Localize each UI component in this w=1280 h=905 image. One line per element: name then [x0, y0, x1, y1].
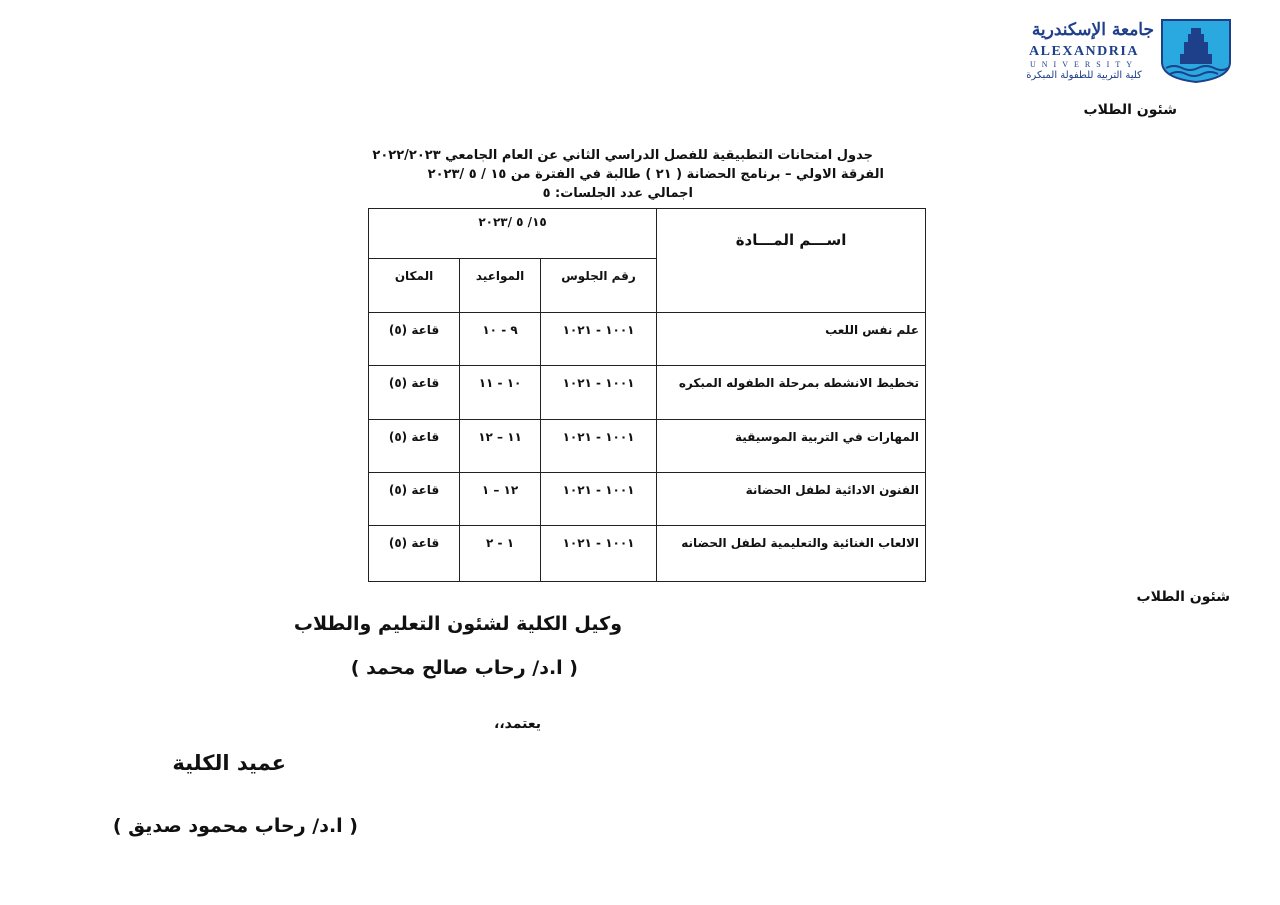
- time-cell: ١١ – ١٢: [460, 420, 541, 473]
- subject-cell: علم نفس اللعب: [657, 313, 926, 366]
- seat-cell: ١٠٠١ - ١٠٢١: [541, 366, 657, 420]
- logo-english-subtext: UNIVERSITY: [1030, 60, 1138, 69]
- logo-faculty-text: كلية التربية للطفولة المبكرة: [1026, 70, 1142, 81]
- table-header-row-top: [369, 209, 926, 259]
- time-cell: ١ - ٢: [460, 526, 541, 582]
- schedule-title-line1: جدول امتحانات التطبيقية للفصل الدراسي الثاني عن العام الجامعي ٢٠٢٢/٢٠٢٣: [372, 148, 873, 163]
- seat-cell: ١٠٠١ - ١٠٢١: [541, 526, 657, 582]
- logo-arabic-text: جامعة الإسكندرية: [1031, 20, 1154, 40]
- subject-cell: الفنون الادائية لطفل الحضانة: [657, 473, 926, 526]
- vice-dean-name: ( ا.د/ رحاب صالح محمد ): [350, 657, 578, 679]
- department-label-top: شئون الطلاب: [1083, 102, 1177, 118]
- university-logo: [1018, 18, 1232, 88]
- dean-name: ( ا.د/ رحاب محمود صديق ): [112, 815, 358, 837]
- seat-cell: ١٠٠١ - ١٠٢١: [541, 473, 657, 526]
- time-column-header: المواعيد: [460, 259, 541, 313]
- table-row: [369, 526, 926, 582]
- table-row: [369, 313, 926, 366]
- seat-cell: ١٠٠١ - ١٠٢١: [541, 313, 657, 366]
- subject-cell: تخطيط الانشطه بمرحلة الطفوله المبكره: [657, 366, 926, 420]
- approval-label: يعتمد،،: [494, 716, 541, 732]
- place-column-header: المكان: [369, 259, 460, 313]
- vice-dean-title: وكيل الكلية لشئون التعليم والطلاب: [293, 613, 622, 635]
- place-cell: قاعة (٥): [369, 526, 460, 582]
- subject-cell: الالعاب الغنائية والتعليمية لطفل الحضانه: [657, 526, 926, 582]
- place-cell: قاعة (٥): [369, 420, 460, 473]
- dean-title: عميد الكلية: [172, 751, 286, 775]
- place-cell: قاعة (٥): [369, 366, 460, 420]
- seat-cell: ١٠٠١ - ١٠٢١: [541, 420, 657, 473]
- exam-schedule-table: [368, 208, 926, 582]
- department-label-bottom: شئون الطلاب: [1136, 589, 1230, 605]
- table-row: [369, 420, 926, 473]
- table-row: [369, 473, 926, 526]
- table-row: [369, 366, 926, 420]
- schedule-title-line3: اجمالي عدد الجلسات: ٥: [542, 186, 693, 201]
- seat-number-column-header: رقم الجلوس: [541, 259, 657, 313]
- place-cell: قاعة (٥): [369, 313, 460, 366]
- logo-english-text: ALEXANDRIA: [1029, 44, 1139, 59]
- time-cell: ١٠ - ١١: [460, 366, 541, 420]
- subject-column-header: اســـم المـــادة: [657, 209, 926, 313]
- schedule-title-line2: الفرقة الاولي – برنامج الحضانة ( ٢١ ) طالبة في الفترة من ١٥ / ٥ /٢٠٢٣: [427, 167, 884, 182]
- subject-cell: المهارات في التربية الموسيقية: [657, 420, 926, 473]
- lighthouse-icon: [1160, 18, 1232, 84]
- place-cell: قاعة (٥): [369, 473, 460, 526]
- exam-date-header: ١٥/ ٥ /٢٠٢٣: [369, 209, 657, 259]
- time-cell: ١٢ – ١: [460, 473, 541, 526]
- time-cell: ٩ - ١٠: [460, 313, 541, 366]
